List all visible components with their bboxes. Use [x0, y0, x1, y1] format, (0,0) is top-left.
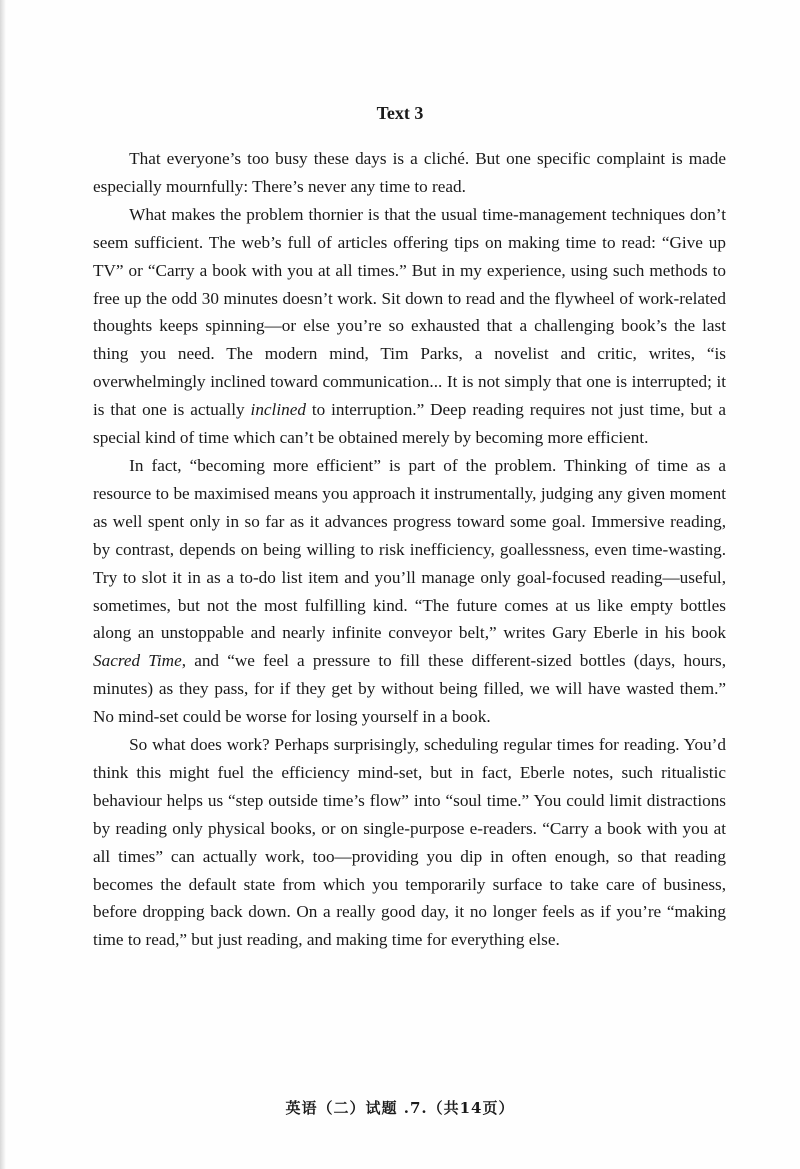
section-title: Text 3 [376, 103, 424, 123]
paragraph-4: So what does work? Perhaps surprisingly, scheduling regular times for reading. You’d think this might fuel the efficiency mind-set, but in fact, Eberle notes, such ritualistic behaviour helps us “step outside time’s flow” into “soul time.” You could limit distractions by reading only physical books, or on single-purpose e-readers. “Carry a book with you at all times” can actually work, too—providing you dip in often enough, so that reading becomes the default state from which you temporarily surface to take care of business, before dropping back down. On a really good day, it no longer feels as if you’re “making time to read,” but just reading, and making time for everything else. [93, 735, 726, 950]
paragraph-1: That everyone’s too busy these days is a cliché. But one specific complaint is made especially mournfully: There’s never any time to read. [93, 149, 726, 196]
page-edge-shadow [0, 0, 6, 1169]
page-footer: 英语（二）试题 .7.（共14页） [285, 1099, 515, 1117]
paragraph-3: In fact, “becoming more efficient” is part of the problem. Thinking of time as a resource to be maximised means you approach it instrumentally, judging any given moment as well spent only in so far as it advances progress toward some goal. Immersive reading, by contrast, depends on being willing to risk inefficiency, goallessness, even time-wasting. Try to slot it in as a to-do list item and you’ll manage only goal-focused reading—useful, sometimes, but not the most fulfilling kind. “The future comes at us like empty bottles along an unstoppable and nearly infinite conveyor belt,” writes Gary Eberle in his book Sacred Time, and “we feel a pressure to fill these different-sized bottles (days, hours, minutes) as they pass, for if they get by without being filled, we will have wasted them.” No mind-set could be worse for losing yourself in a book. [93, 455, 726, 727]
passage-body [93, 145, 726, 954]
paragraph-2: What makes the problem thornier is that the usual time-management techniques don’t seem sufficient. The web’s full of articles offering tips on making time to read: “Give up TV” or “Carry a book with you at all times.” But in my experience, using such methods to free up the odd 30 minutes doesn’t work. Sit down to read and the flywheel of work-related thoughts keeps spinning—or else you’re so exhausted that a challenging book’s the last thing you need. The modern mind, Tim Parks, a novelist and critic, writes, “is overwhelmingly inclined toward communication... It is not simply that one is interrupted; it is that one is actually inclined to interruption.” Deep reading requires not just time, but a special kind of time which can’t be obtained merely by becoming more efficient. [93, 204, 726, 448]
